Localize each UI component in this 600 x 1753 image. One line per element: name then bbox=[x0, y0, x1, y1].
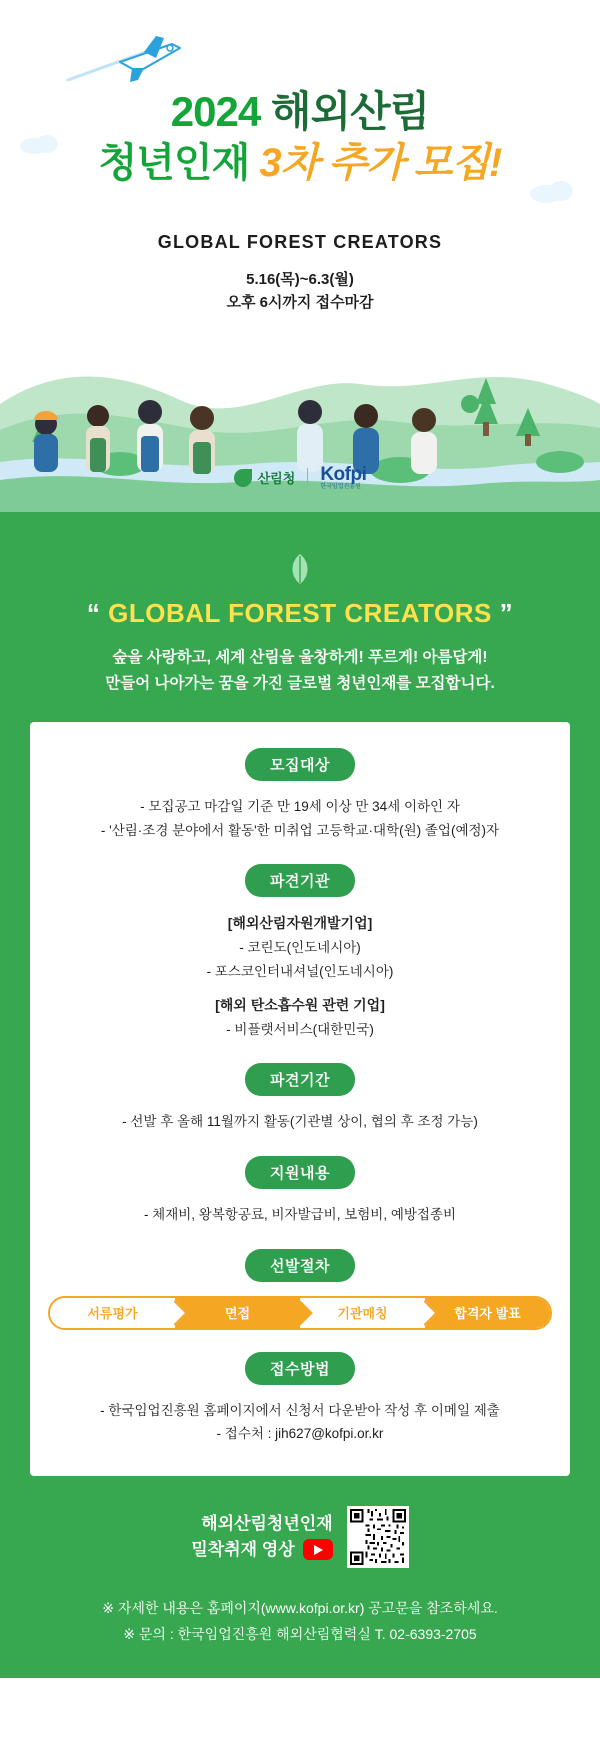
step-interview: 면접 bbox=[175, 1298, 300, 1328]
section-pill-selection-process: 선발절차 bbox=[245, 1249, 355, 1282]
hero-deadline: 오후 6시까지 접수마감 bbox=[226, 294, 374, 312]
line: - '산림·조경 분야에서 활동'한 미취업 고등학교·대학(원) 졸업(예정)자 bbox=[100, 822, 500, 838]
step-organization-matching: 기관매칭 bbox=[300, 1298, 425, 1328]
hero-title-keyword: 해외산림 bbox=[270, 88, 430, 135]
logo-divider bbox=[307, 468, 308, 488]
line: - 비플랫서비스(대한민국) bbox=[226, 1021, 374, 1037]
logo-row bbox=[0, 465, 600, 490]
hero-date-range: 5.16(목)~6.3(월) bbox=[246, 271, 354, 288]
hero-banner bbox=[0, 0, 600, 512]
section-dispatch-period bbox=[48, 1063, 552, 1134]
leaf-icon bbox=[234, 469, 252, 487]
section-body-dispatch-period bbox=[48, 1110, 552, 1134]
youtube-play-icon[interactable] bbox=[303, 1539, 333, 1560]
hero-title-recruit: 3차 추가 모집! bbox=[259, 141, 502, 186]
quote-close-mark: ” bbox=[499, 598, 514, 628]
section-body-application-method bbox=[48, 1399, 552, 1446]
video-label-line2-row bbox=[191, 1537, 332, 1563]
section-pill-dispatch-organizations: 파견기관 bbox=[245, 864, 355, 897]
footer-line-1: ※ 자세한 내용은 홈페이지(www.kofpi.or.kr) 공고문을 참조하세요. bbox=[102, 1599, 498, 1616]
quote-heading bbox=[0, 598, 600, 629]
section-pill-recruitment-target: 모집대상 bbox=[245, 748, 355, 781]
qr-code[interactable] bbox=[347, 1506, 409, 1568]
section-pill-application-method: 접수방법 bbox=[245, 1352, 355, 1385]
section-application-method bbox=[48, 1352, 552, 1446]
line: - 선발 후 올해 11월까지 활동(기관별 상이, 협의 후 조정 가능) bbox=[122, 1114, 478, 1130]
line: - 포스코인터내셔널(인도네시아) bbox=[206, 963, 394, 979]
section-body-support-details bbox=[48, 1203, 552, 1227]
quote-open-mark: “ bbox=[86, 598, 101, 628]
section-dispatch-organizations bbox=[48, 864, 552, 1041]
hero-title-talent: 청년인재 bbox=[98, 141, 260, 186]
footer-line-2: ※ 문의 : 한국임업진흥원 해외산림협력실 T. 02-6393-2705 bbox=[123, 1625, 477, 1642]
section-recruitment-target bbox=[48, 748, 552, 842]
footer-notes bbox=[0, 1572, 600, 1678]
section-body-recruitment-target bbox=[48, 795, 552, 842]
line-heading: [해외산림자원개발기업] bbox=[227, 915, 373, 932]
video-label-line2: 밀착취재 영상 bbox=[191, 1539, 295, 1559]
hero-dates bbox=[0, 268, 600, 315]
slogan-line-1: 숲을 사랑하고, 세계 산림을 울창하게! 푸르게! 아름답게! bbox=[112, 649, 488, 666]
line-email: - 접수처 : jih627@kofpi.or.kr bbox=[216, 1426, 384, 1442]
section-pill-support-details: 지원내용 bbox=[245, 1156, 355, 1189]
leaf-icon bbox=[287, 552, 313, 586]
line: - 한국임업진흥원 홈페이지에서 신청서 다운받아 작성 후 이메일 제출 bbox=[100, 1402, 500, 1418]
spacer bbox=[48, 983, 552, 993]
hero-subtitle: GLOBAL FOREST CREATORS bbox=[157, 232, 443, 252]
logo-forest-label: 산림청 bbox=[257, 471, 296, 486]
step-document-review: 서류평가 bbox=[50, 1298, 175, 1328]
section-selection-process bbox=[48, 1249, 552, 1330]
section-pill-dispatch-period: 파견기간 bbox=[245, 1063, 355, 1096]
section-support-details bbox=[48, 1156, 552, 1227]
line-heading: [해외 탄소흡수원 관련 기업] bbox=[215, 997, 385, 1014]
slogan bbox=[0, 645, 600, 696]
video-label bbox=[191, 1511, 332, 1562]
section-body-dispatch-organizations bbox=[48, 911, 552, 1041]
line: - 모집공고 마감일 기준 만 19세 이상 만 34세 이하인 자 bbox=[140, 799, 460, 815]
logo-korea-forest-service bbox=[234, 468, 296, 487]
selection-steps bbox=[48, 1296, 552, 1330]
hero-title bbox=[0, 88, 600, 187]
quote-text: GLOBAL FOREST CREATORS bbox=[100, 598, 500, 628]
logo-kofpi bbox=[320, 465, 366, 490]
video-label-line1: 해외산림청년인재 bbox=[201, 1514, 333, 1534]
line: - 코린도(인도네시아) bbox=[239, 939, 361, 955]
hero-title-year: 2024 bbox=[170, 88, 271, 135]
qr-code-image bbox=[350, 1509, 406, 1565]
step-final-announcement: 합격자 발표 bbox=[425, 1298, 550, 1328]
line: - 체재비, 왕복항공료, 비자발급비, 보험비, 예방접종비 bbox=[143, 1206, 457, 1222]
info-card bbox=[30, 722, 570, 1476]
main-content bbox=[0, 512, 600, 1678]
logo-kofpi-label: Kofpi bbox=[320, 464, 367, 485]
slogan-line-2: 만들어 나아가는 꿈을 가진 글로벌 청년인재를 모집합니다. bbox=[105, 674, 495, 692]
video-promo bbox=[0, 1476, 600, 1572]
logo-kofpi-sublabel: 한국임업진흥원 bbox=[320, 484, 361, 490]
